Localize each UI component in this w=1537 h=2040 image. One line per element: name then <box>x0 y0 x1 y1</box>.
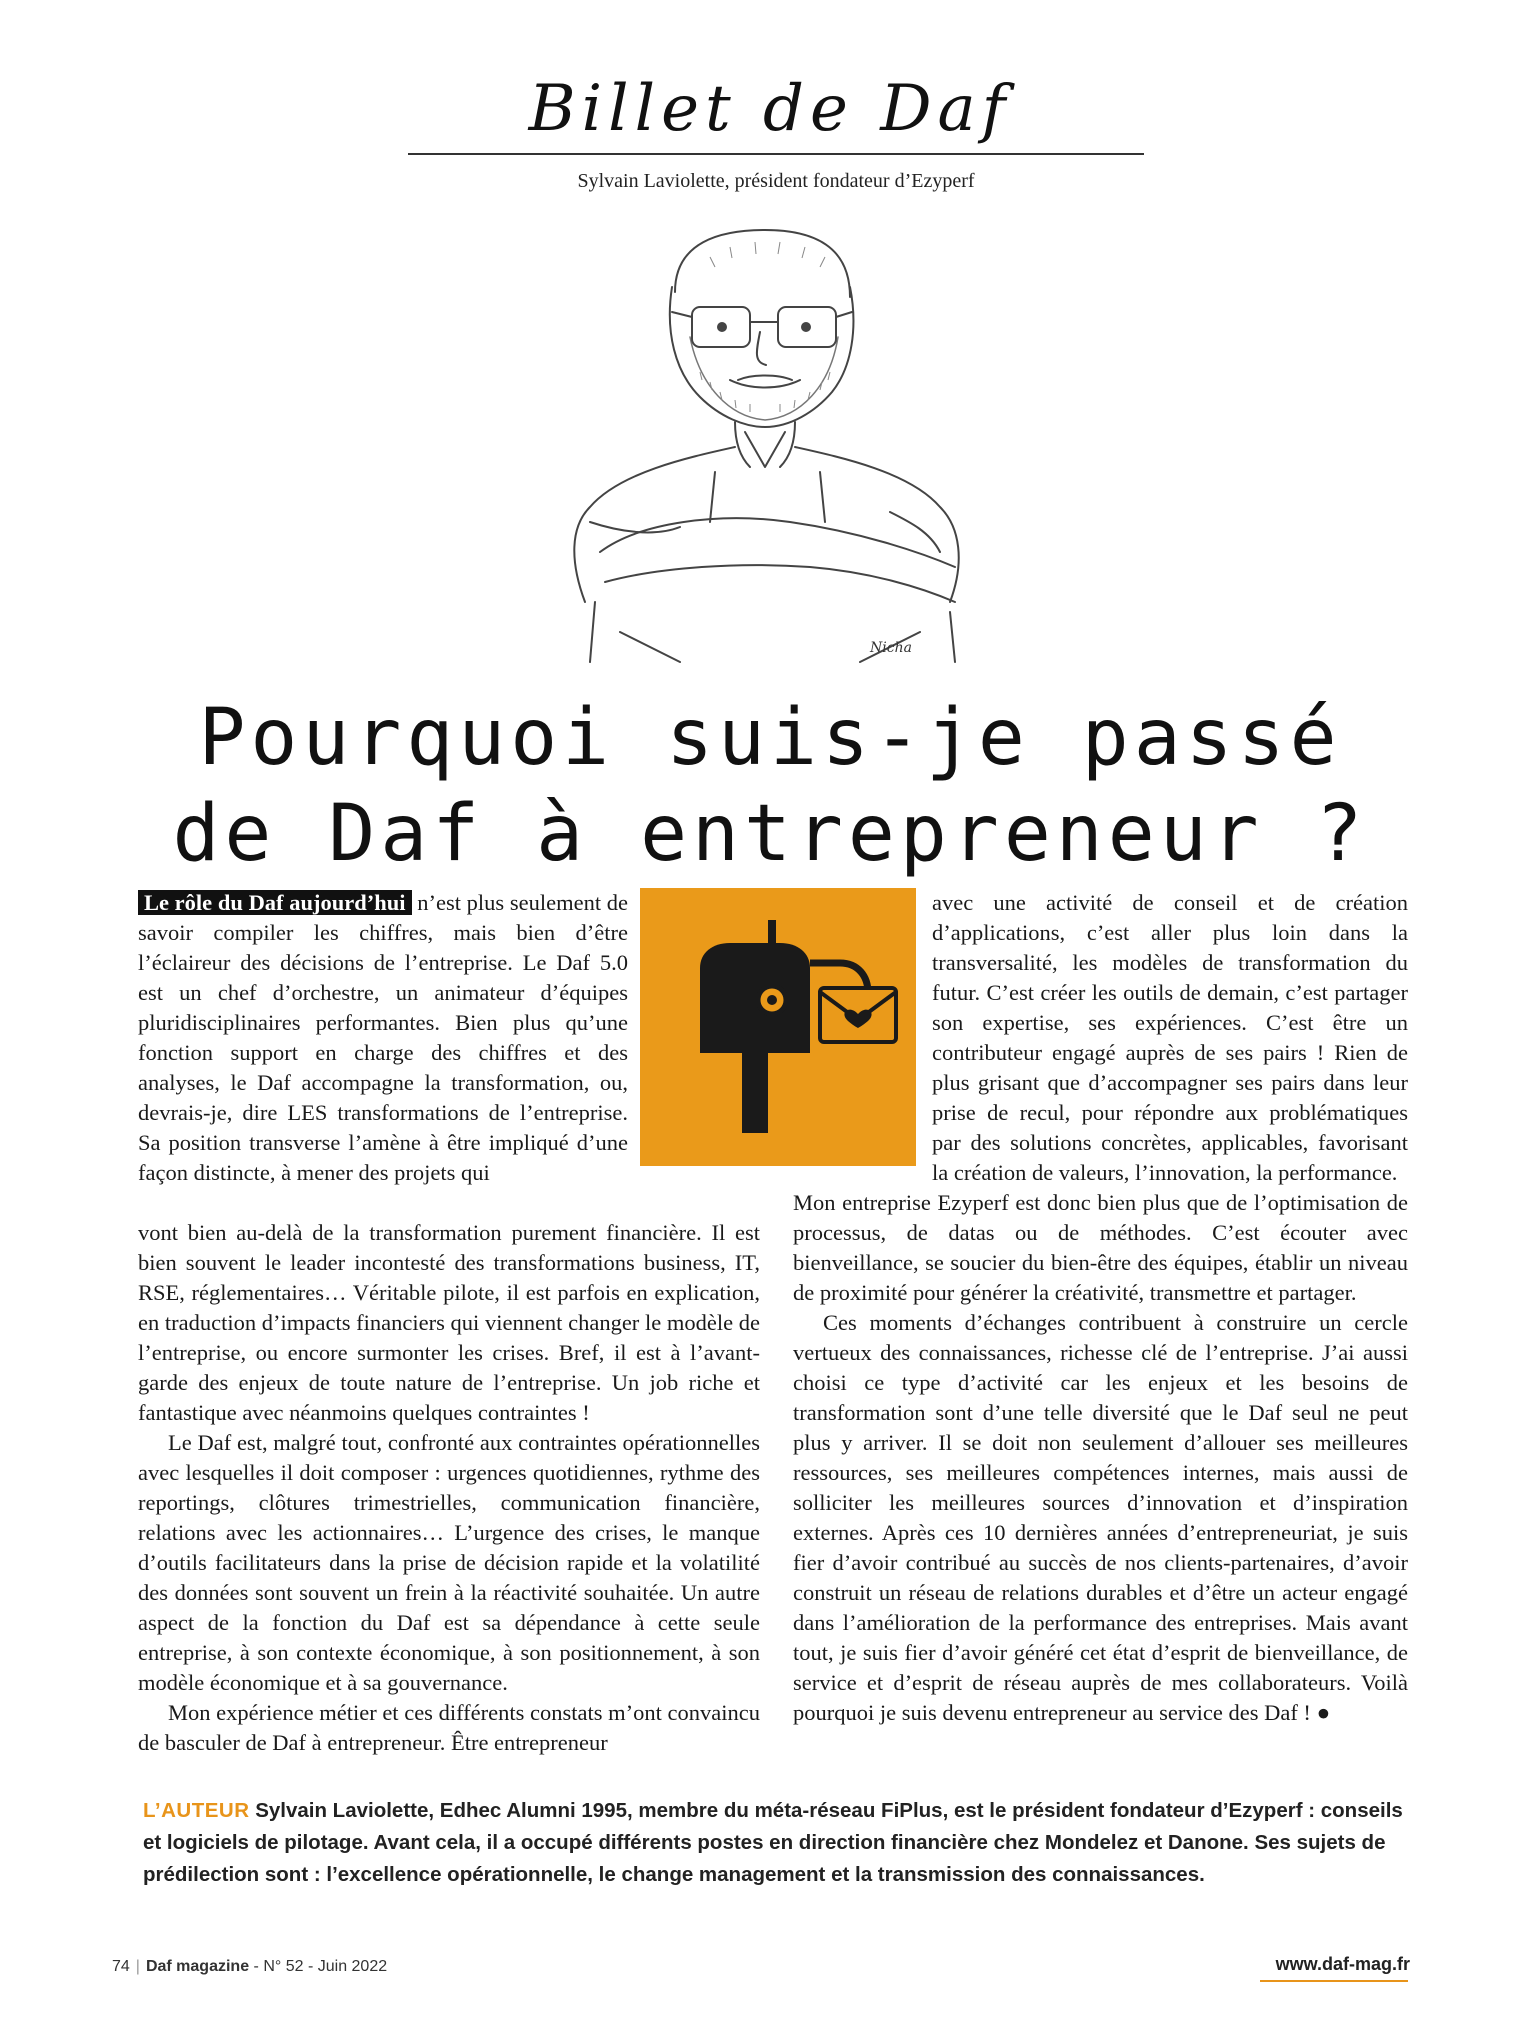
heart-envelope-icon <box>820 988 896 1042</box>
section-title: Billet de Daf <box>528 72 1012 146</box>
headline <box>120 690 1420 882</box>
page-number: 74 <box>112 1958 130 1975</box>
author-bio <box>143 1795 1408 1891</box>
footer-left: 74 | Daf magazine - N° 52 - Juin 2022 <box>112 1958 388 1975</box>
header-rule <box>408 153 1144 155</box>
lead-in: Le rôle du Daf aujourd’hui <box>138 890 412 915</box>
portrait-signature: Nicha <box>870 640 912 656</box>
paragraph-3-end: Mon entreprise Ezyperf est donc bien plus que de l’optimisation de processus, de datas ou de méthodes. C’est écouter avec bienveillance, se soucier du bien-être des équipes, établir un niveau de proximité pour générer la créativité, transmettre et partager. <box>793 1190 1408 1305</box>
magazine-name: Daf magazine <box>145 1958 250 1975</box>
paragraph-1-part-b: vont bien au-delà de la transformation purement financière. Il est bien souvent le leader incontesté des transformations business, IT, RSE, réglementaires… Véritable pilote, il est parfois en explication, en traduction d’impacts financiers qui viennent changer le modèle de l’entreprise, ou encore surmonter les crises. Bref, il est à l’avant-garde des enjeux de toute nature de l’entreprise. Un job riche et fantastique avec néanmoins quelques contraintes ! <box>138 1220 760 1425</box>
website-underline <box>1260 1980 1408 1982</box>
headline-line-2: de Daf à entrepreneur ? <box>172 789 1368 879</box>
author-portrait <box>560 222 970 672</box>
headline-line-1: Pourquoi suis-je passé <box>198 693 1342 783</box>
website-link[interactable]: www.daf-mag.fr <box>1275 1954 1410 1974</box>
article-column-left-bottom <box>138 1218 760 1758</box>
end-mark: ● <box>1310 1700 1331 1725</box>
paragraph-3: Mon expérience métier et ces différents constats m’ont convaincu de basculer de Daf à entrepreneur. Être entrepreneur <box>138 1700 760 1755</box>
author-label: L’AUTEUR <box>143 1799 250 1822</box>
byline: Sylvain Laviolette, président fondateur d’Ezyperf <box>577 170 975 192</box>
paragraph-2: Le Daf est, malgré tout, confronté aux contraintes opérationnelles avec lesquelles il doit composer : urgences quotidiennes, rythme des reportings, clôtures trimestrielles, communication financière, relations avec les actionnaires… L’urgence des crises, le manque d’outils facilitateurs dans la prise de décision rapide et la volatilité des données sont souvent un frein à la réactivité souhaitée. Un autre aspect de la fonction du Daf est sa dépendance à cette seule entreprise, à son contexte économique, à son positionnement, à son modèle économique et à sa gouvernance. <box>138 1430 760 1695</box>
paragraph-1-part-a: n’est plus seulement de savoir compiler les chiffres, mais bien d’être l’éclaireur des décisions de l’entreprise. Le Daf 5.0 est un chef d’orchestre, un animateur d’équipes pluridisciplinaires performantes. Bien plus qu’une fonction support en charge des chiffres et des analyses, le Daf accompagne la transformation, ou, devrais-je, dire LES transformations de l’entreprise. Sa position transverse l’amène à être impliqué d’une façon distincte, à mener des projets qui <box>138 890 629 1185</box>
paragraph-4: Ces moments d’échanges contribuent à construire un cercle vertueux des connaissances, richesse clé de l’entreprise. J’ai aussi choisi ce type d’activité car les enjeux et les besoins de transformation sont d’une telle diversité que le Daf seul ne peut plus y arriver. Il se doit non seulement d’allouer ses meilleures ressources, ses meilleures compétences internes, mais aussi de solliciter les meilleures sources d’innovation et d’inspiration externes. Après ces 10 dernières années d’entrepreneuriat, je suis fier d’avoir contribué au succès de nos clients-partenaires, d’avoir construit un réseau de relations durables et d’être un acteur engagé dans l’amélioration de la performance des entreprises. Mais avant tout, je suis fier d’avoir généré cet état d’esprit de bienveillance, de service et d’esprit de réseau auprès de mes collaborateurs. Voilà pourquoi je suis devenu entrepreneur au service des Daf ! <box>793 1310 1408 1725</box>
mailbox-illustration <box>640 888 916 1166</box>
article-column-left-top <box>138 888 628 1188</box>
mailbox-icon <box>640 888 916 1166</box>
issue-info: - N° 52 - Juin 2022 <box>253 1958 388 1975</box>
paragraph-3-continued: avec une activité de conseil et de création d’applications, c’est aller plus loin dans la transversalité, les modèles de transformation du futur. C’est créer les outils de demain, c’est partager son expertise, ses expériences. C’est être un contributeur engagé auprès de ses pairs ! Rien de plus grisant que d’accompagner ses pairs dans leur prise de recul, pour répondre aux problématiques par des solutions concrètes, applicables, favorisant la création de valeurs, l’innovation, la performance. <box>932 890 1408 1185</box>
author-text: Sylvain Laviolette, Edhec Alumni 1995, membre du méta-réseau FiPlus, est le président fondateur d’Ezyperf : conseils et logiciels de pilotage. Avant cela, il a occupé différents postes en direction financière chez Mondelez et Danone. Ses sujets de prédilection sont : l’excellence opérationnelle, le change management et la transmission des connaissances. <box>143 1799 1403 1886</box>
article-column-right-top <box>932 888 1408 1188</box>
article-column-right-bottom <box>793 1188 1408 1728</box>
